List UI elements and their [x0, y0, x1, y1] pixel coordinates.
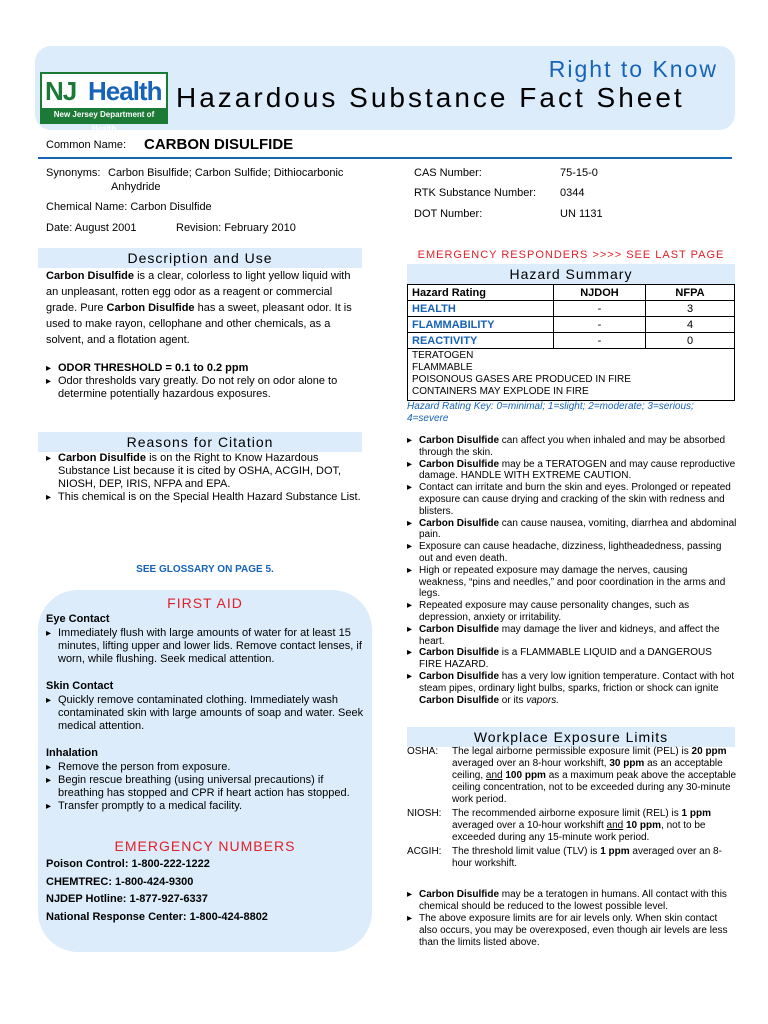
col-hazard-rating: Hazard Rating	[408, 285, 554, 301]
acgih-label: ACGIH:	[407, 846, 442, 857]
rating-label: FLAMMABILITY	[408, 317, 554, 333]
list-item	[407, 624, 737, 648]
synonyms-line1: Carbon Bisulfide; Carbon Sulfide; Dithiocarbonic	[108, 167, 344, 179]
effect-text: or its	[499, 694, 527, 706]
limit-text: and	[606, 820, 624, 831]
chem-name-bold: Carbon Disulfide	[419, 435, 500, 446]
limit-text: averaged over an 8-hour workshift.	[452, 846, 722, 869]
synonyms-label: Synonyms:	[46, 167, 101, 179]
description-paragraph	[46, 268, 364, 348]
osha-text	[452, 746, 737, 806]
list-item	[407, 889, 737, 913]
hazard-note: FLAMMABLE	[412, 362, 473, 373]
divider	[38, 157, 732, 159]
page-title: Hazardous Substance Fact Sheet	[176, 82, 685, 113]
table-row	[408, 317, 735, 333]
col-nfpa: NFPA	[646, 285, 735, 301]
effect-text: may damage the liver and kidneys, and affect the heart.	[419, 623, 720, 647]
chem-name-bold: Carbon Disulfide	[419, 694, 500, 706]
effect-text: can cause nausea, vomiting, diarrhea and abdominal pain.	[419, 517, 737, 541]
list-item: ▸ High or repeated exposure may damage the nerves, causing weakness, “pins and needles,” and poor coordination in the arms and legs.	[407, 565, 737, 600]
table-header-row	[408, 285, 735, 301]
table-row	[407, 844, 737, 870]
right-to-know-title: Right to Know	[548, 56, 718, 82]
citation-list	[46, 452, 366, 504]
list-item	[46, 452, 366, 491]
nfpa-value: 4	[646, 317, 735, 333]
list-item	[407, 671, 737, 706]
hazard-table	[407, 284, 735, 349]
rating-label: HEALTH	[408, 301, 554, 317]
chem-name-bold: Carbon Disulfide	[419, 647, 500, 659]
cas-label: CAS Number:	[414, 167, 482, 179]
list-item	[407, 459, 737, 483]
phone-chemtrec: CHEMTREC: 1-800-424-9300	[46, 875, 194, 888]
list-item: ▸ Contact can irritate and burn the skin and eyes. Prolonged or repeated exposure can cause drying and cracking of the skin with redness and blisters.	[407, 482, 737, 517]
chem-name-bold: Carbon Disulfide	[419, 517, 500, 529]
limit-value: 30 ppm	[609, 758, 645, 769]
limit-text: The recommended airborne exposure limit (REL) is	[452, 808, 682, 819]
effect-text: vapors.	[526, 694, 560, 706]
list-item	[407, 647, 737, 671]
rtk-label: RTK Substance Number:	[414, 187, 537, 199]
acgih-text	[452, 844, 737, 870]
effect-text: may be a TERATOGEN and may cause reproductive damage. HANDLE WITH EXTREME CAUTION.	[419, 458, 736, 482]
hazard-note: CONTAINERS MAY EXPLODE IN FIRE	[412, 386, 589, 397]
hazard-note: TERATOGEN	[412, 350, 474, 361]
list-item: ▸ Quickly remove contaminated clothing. Immediately wash contaminated skin with large amounts of soap and water. Seek medical attention.	[46, 694, 364, 733]
chem-name-bold: Carbon Disulfide	[58, 452, 147, 464]
limit-text: and	[485, 770, 503, 781]
list-item: ▸ Transfer promptly to a medical facility.	[46, 800, 364, 813]
list-item: ▸ Immediately flush with large amounts of water for at least 15 minutes, lifting upper and lower lids. Remove contact lenses, if worn, while flushing. Seek medical attention.	[46, 627, 364, 666]
date: Date: August 2001	[46, 222, 137, 234]
table-row	[408, 333, 735, 349]
logo-nj-text: NJ	[45, 76, 77, 106]
description-heading: Description and Use	[38, 248, 362, 268]
revision: Revision: February 2010	[176, 222, 296, 234]
emergency-numbers-heading: EMERGENCY NUMBERS	[114, 838, 296, 854]
list-item: ▸ Repeated exposure may cause personality changes, such as depression, anxiety or irritability.	[407, 600, 737, 624]
list-item: ▸ Begin rescue breathing (using universal precautions) if breathing has stopped and CPR if heart action has stopped.	[46, 774, 364, 800]
effect-text: is a FLAMMABLE LIQUID and a DANGEROUS FIRE HAZARD.	[419, 647, 712, 671]
citation-text: is on the Right to Know Hazardous Substance List because it is cited by OSHA, ACGIH, DOT, NIOSH, DEP, IRIS, NFPA and EPA.	[58, 452, 342, 490]
list-item: ▸ Exposure can cause headache, dizziness, lightheadedness, passing out and even death.	[407, 541, 737, 565]
chem-name-bold: Carbon Disulfide	[419, 670, 500, 682]
njdoh-value: -	[554, 333, 646, 349]
rating-label: REACTIVITY	[408, 333, 554, 349]
inhalation-heading: Inhalation	[46, 747, 98, 759]
effect-text: has a very low ignition temperature. Contact with hot steam pipes, ordinary light bulbs, sparks, friction or shock can ignite	[419, 670, 735, 694]
cas-value: 75-15-0	[560, 167, 598, 179]
rtk-value: 0344	[560, 187, 585, 199]
nj-health-logo	[40, 72, 168, 133]
health-effects-list	[407, 435, 737, 706]
list-item: ▸ Remove the person from exposure.	[46, 761, 364, 774]
list-item	[46, 375, 366, 401]
wel-notes-list	[407, 889, 737, 949]
limit-value: 1 ppm	[600, 846, 630, 857]
list-item	[46, 362, 366, 375]
limit-text: The threshold limit value (TLV) is	[452, 846, 601, 857]
inhalation-list	[46, 761, 364, 813]
eye-contact-heading: Eye Contact	[46, 613, 110, 625]
osha-label: OSHA:	[407, 746, 439, 757]
limit-text: averaged over an 8-hour workshift,	[452, 758, 610, 769]
limit-text: as an acceptable ceiling,	[452, 758, 723, 781]
logo-health-text: Health	[88, 76, 162, 106]
first-aid-heading: FIRST AID	[167, 595, 243, 611]
effect-text: can affect you when inhaled and may be absorbed through the skin.	[419, 435, 726, 458]
phone-poison-control: Poison Control: 1-800-222-1222	[46, 858, 210, 870]
list-item	[46, 491, 366, 504]
glossary-link[interactable]: SEE GLOSSARY ON PAGE 5.	[136, 564, 274, 575]
odor-list	[46, 362, 366, 401]
chem-name-bold: Carbon Disulfide	[419, 623, 500, 635]
limit-text: averaged over a 10-hour workshift	[452, 820, 607, 831]
odor-threshold: ODOR THRESHOLD = 0.1 to 0.2 ppm	[58, 362, 249, 374]
list-item: ▸ The above exposure limits are for air levels only. When skin contact also occurs, you may be overexposed, even though air levels are less than the limits listed above.	[407, 913, 737, 949]
limit-value: 20 ppm	[691, 746, 727, 757]
hazard-summary-heading: Hazard Summary	[407, 264, 735, 284]
table-row	[407, 746, 737, 806]
common-name-label: Common Name:	[46, 139, 127, 151]
list-item	[407, 435, 737, 459]
dot-value: UN 1131	[560, 208, 603, 220]
chemical-name: Chemical Name: Carbon Disulfide	[46, 201, 212, 213]
limit-value: 1 ppm	[681, 808, 711, 819]
skin-contact-heading: Skin Contact	[46, 680, 114, 692]
odor-note: Odor thresholds vary greatly. Do not rely on odor alone to determine potentially hazardous exposures.	[58, 375, 338, 400]
citation-heading: Reasons for Citation	[38, 432, 362, 452]
chem-name-bold: Carbon Disulfide	[419, 889, 500, 900]
desc-text: is a clear, colorless to light yellow liquid with an unpleasant, rotten egg odor as a reagent or commercial grade. Pure	[46, 270, 351, 314]
emergency-numbers-list	[46, 856, 268, 926]
njdoh-value: -	[554, 317, 646, 333]
niosh-text	[452, 806, 737, 844]
emergency-responders-note: EMERGENCY RESPONDERS >>>> SEE LAST PAGE	[417, 249, 725, 261]
common-name-value: CARBON DISULFIDE	[144, 136, 294, 153]
eye-contact-list	[46, 627, 364, 666]
njdoh-value: -	[554, 301, 646, 317]
chem-name-bold: Carbon Disulfide	[106, 302, 195, 314]
limit-value: 10 ppm	[626, 820, 662, 831]
nfpa-value: 0	[646, 333, 735, 349]
limit-value: 100 ppm	[505, 770, 546, 781]
phone-njdep: NJDEP Hotline: 1-877-927-6337	[46, 893, 208, 905]
phone-nrc: National Response Center: 1-800-424-8802	[46, 910, 268, 923]
dot-label: DOT Number:	[414, 208, 483, 220]
wel-heading: Workplace Exposure Limits	[407, 727, 735, 747]
exposure-limits-table	[407, 746, 737, 870]
citation-text: This chemical is on the Special Health Hazard Substance List.	[58, 491, 361, 503]
col-njdoh: NJDOH	[554, 285, 646, 301]
table-row	[408, 301, 735, 317]
limit-text: as a maximum peak above the acceptable ceiling concentration, not to be exceeded during any 30-minute work period.	[452, 770, 737, 805]
note-text: may be a teratogen in humans. All contact with this chemical should be reduced to the lowest possible level.	[419, 889, 727, 912]
hazard-note: POISONOUS GASES ARE PRODUCED IN FIRE	[412, 374, 631, 385]
table-row	[407, 806, 737, 844]
synonyms-line2: Anhydride	[111, 181, 161, 193]
chem-name-bold: Carbon Disulfide	[419, 458, 500, 470]
hazard-notes	[407, 349, 735, 401]
nfpa-value: 3	[646, 301, 735, 317]
chem-name-bold: Carbon Disulfide	[46, 270, 135, 282]
list-item	[407, 518, 737, 542]
limit-text: , not to be exceeded during any 15-minute work period.	[452, 820, 706, 843]
limit-text: The legal airborne permissible exposure limit (PEL) is	[452, 746, 692, 757]
desc-text: has a sweet, pleasant odor. It is used to make rayon, cellophane and other chemicals, as a solvent, and a flotation agent.	[46, 302, 352, 346]
logo-subtitle: New Jersey Department of Health	[42, 108, 166, 122]
skin-contact-list	[46, 694, 364, 733]
niosh-label: NIOSH:	[407, 808, 442, 819]
hazard-rating-key: Hazard Rating Key: 0=minimal; 1=slight; 2=moderate; 3=serious; 4=severe	[407, 401, 694, 424]
